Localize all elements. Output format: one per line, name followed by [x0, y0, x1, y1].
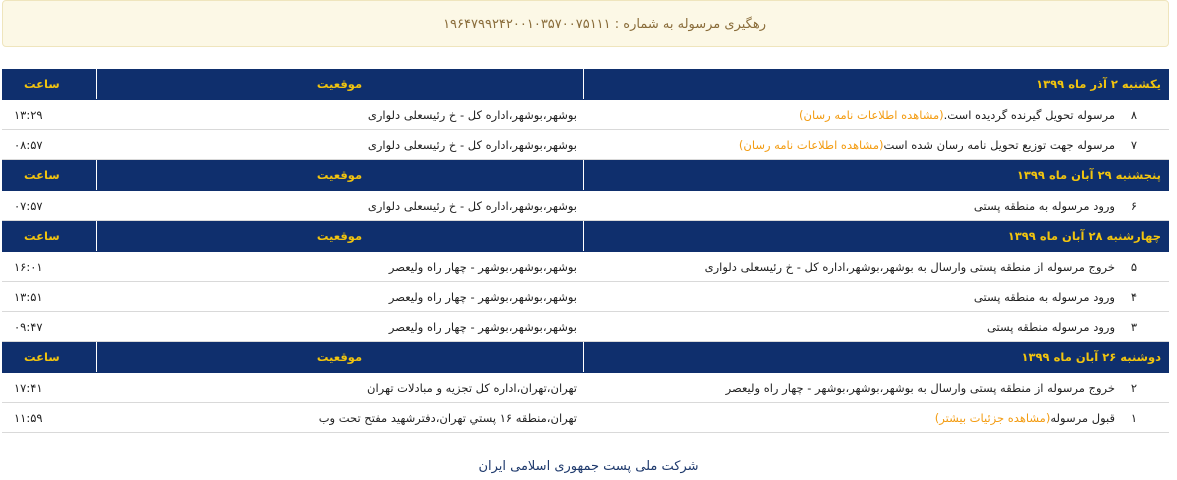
event-time: ۱۶:۰۱ — [2, 252, 96, 282]
event-time: ۱۷:۴۱ — [2, 373, 96, 403]
day-date: یکشنبه ۲ آذر ماه ۱۳۹۹ — [583, 69, 1169, 100]
step-number: ۲ — [1130, 380, 1138, 395]
event-description: مرسوله تحویل گیرنده گردیده است. — [943, 107, 1115, 122]
event-description: خروج مرسوله از منطقه پستی وارسال به بوشهر،بوشهر،اداره کل - خ رئیسعلی دلواری — [704, 259, 1115, 274]
table-row — [2, 191, 1169, 221]
step-number: ۳ — [1130, 319, 1138, 334]
day-date: پنجشنبه ۲۹ آبان ماه ۱۳۹۹ — [583, 160, 1169, 191]
event-description: ورود مرسوله منطقه پستی — [986, 319, 1115, 334]
tracking-title: رهگیری مرسوله به شماره : ۱۹۶۴۷۹۹۲۴۲۰۰۱۰۳۵۷۰۰۷۵۱۱۱ — [443, 17, 766, 32]
event-location: بوشهر،بوشهر،بوشهر - چهار راه ولیعصر — [96, 282, 583, 312]
column-header-time: ساعت — [2, 342, 96, 373]
column-header-location: موقعیت — [96, 221, 583, 252]
event-description: ورود مرسوله به منطقه پستی — [973, 289, 1115, 304]
event-cell — [583, 312, 1169, 342]
table-row — [2, 403, 1169, 433]
event-location: بوشهر،بوشهر،بوشهر - چهار راه ولیعصر — [96, 312, 583, 342]
event-cell — [583, 252, 1169, 282]
tracking-title-banner — [2, 0, 1169, 47]
step-number: ۷ — [1130, 137, 1138, 152]
event-time: ۰۸:۵۷ — [2, 130, 96, 160]
column-header-time: ساعت — [2, 221, 96, 252]
day-date: دوشنبه ۲۶ آبان ماه ۱۳۹۹ — [583, 342, 1169, 373]
view-details-link[interactable]: (مشاهده جزئیات بیشتر) — [934, 410, 1051, 425]
event-time: ۰۷:۵۷ — [2, 191, 96, 221]
day-date: چهارشنبه ۲۸ آبان ماه ۱۳۹۹ — [583, 221, 1169, 252]
table-row — [2, 100, 1169, 130]
day-header-row — [2, 221, 1169, 252]
event-cell — [583, 130, 1169, 160]
view-details-link[interactable]: (مشاهده اطلاعات نامه رسان) — [738, 137, 884, 152]
event-location: بوشهر،بوشهر،اداره کل - خ رئیسعلی دلواری — [96, 130, 583, 160]
step-number: ۴ — [1130, 289, 1138, 304]
table-row — [2, 312, 1169, 342]
table-row — [2, 130, 1169, 160]
column-header-location: موقعیت — [96, 160, 583, 191]
event-location: بوشهر،بوشهر،اداره کل - خ رئیسعلی دلواری — [96, 100, 583, 130]
event-description: قبول مرسوله — [1050, 410, 1115, 425]
column-header-time: ساعت — [2, 160, 96, 191]
tracking-table — [2, 69, 1169, 433]
day-header-row — [2, 342, 1169, 373]
footer-company-name: شرکت ملی پست جمهوری اسلامی ایران — [478, 459, 699, 474]
view-details-link[interactable]: (مشاهده اطلاعات نامه رسان) — [799, 107, 944, 122]
event-time: ۱۳:۵۱ — [2, 282, 96, 312]
event-cell — [583, 100, 1169, 130]
column-header-time: ساعت — [2, 69, 96, 100]
event-cell — [583, 403, 1169, 433]
event-cell — [583, 191, 1169, 221]
column-header-location: موقعیت — [96, 342, 583, 373]
day-header-row — [2, 69, 1169, 100]
step-number: ۸ — [1130, 107, 1138, 122]
step-number: ۱ — [1130, 410, 1138, 425]
table-row — [2, 373, 1169, 403]
event-time: ۱۳:۲۹ — [2, 100, 96, 130]
table-row — [2, 252, 1169, 282]
event-description: مرسوله جهت توزیع تحویل نامه رسان شده است — [883, 137, 1115, 152]
event-time: ۰۹:۴۷ — [2, 312, 96, 342]
event-location: بوشهر،بوشهر،بوشهر - چهار راه ولیعصر — [96, 252, 583, 282]
event-time: ۱۱:۵۹ — [2, 403, 96, 433]
event-cell — [583, 282, 1169, 312]
event-description: ورود مرسوله به منطقه پستی — [973, 198, 1115, 213]
tracking-table-body — [2, 69, 1169, 433]
day-header-row — [2, 160, 1169, 191]
event-location: بوشهر،بوشهر،اداره کل - خ رئیسعلی دلواری — [96, 191, 583, 221]
event-description: خروج مرسوله از منطقه پستی وارسال به بوشهر،بوشهر،بوشهر - چهار راه ولیعصر — [725, 380, 1115, 395]
column-header-location: موقعیت — [96, 69, 583, 100]
event-location: تهران،تهران،اداره کل تجزیه و مبادلات تهران — [96, 373, 583, 403]
table-row — [2, 282, 1169, 312]
step-number: ۶ — [1130, 198, 1138, 213]
event-location: تهران،منطقه ۱۶ پستي تهران،دفترشهيد مفتح تحت وب — [96, 403, 583, 433]
step-number: ۵ — [1130, 259, 1138, 274]
event-cell — [583, 373, 1169, 403]
